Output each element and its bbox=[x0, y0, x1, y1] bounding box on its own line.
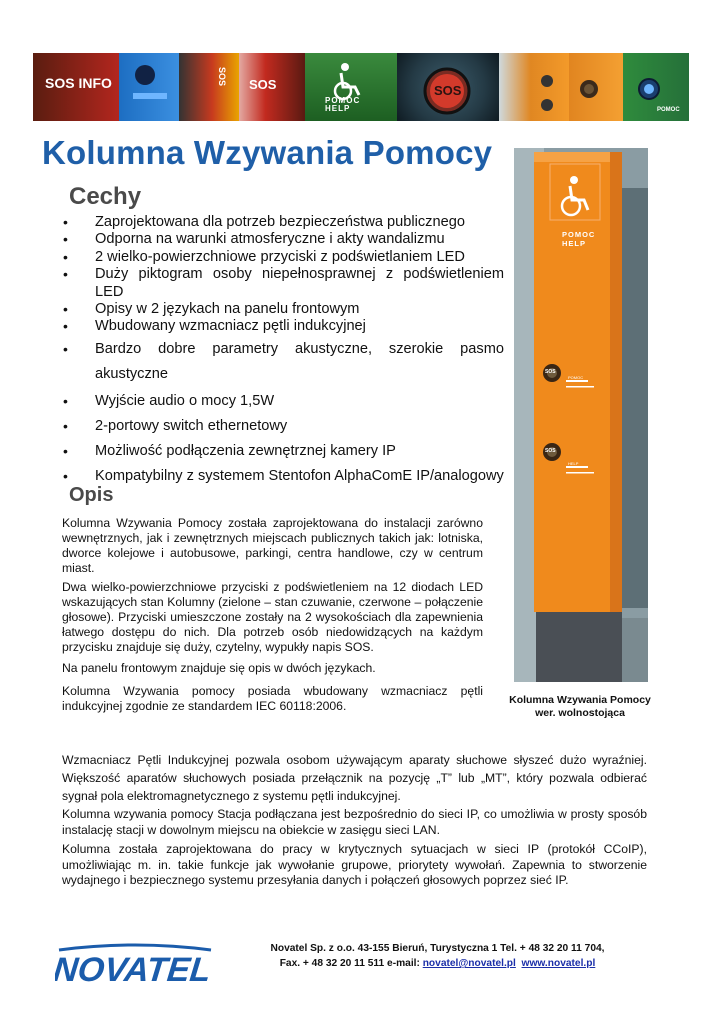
feature-item: • Kompatybilny z systemem Stentofon AlphaComE IP/analogowy bbox=[62, 464, 504, 489]
banner-tile-orange-panel bbox=[569, 53, 623, 121]
caption-line-1: Kolumna Wzywania Pomocy bbox=[509, 694, 651, 706]
banner-tile-green-panel: POMOC bbox=[623, 53, 689, 121]
feature-item: • Wyjście audio o mocy 1,5W bbox=[62, 389, 504, 414]
website-link[interactable]: www.novatel.pl bbox=[521, 958, 596, 969]
opis-paragraph: Na panelu frontowym znajduje się opis w dwóch językach. bbox=[62, 661, 376, 675]
help-column-illustration bbox=[514, 148, 648, 682]
feature-item: • Wbudowany wzmacniacz pętli indukcyjnej bbox=[62, 318, 504, 335]
company-address bbox=[245, 941, 630, 971]
email-link[interactable]: novatel@novatel.pl bbox=[422, 958, 516, 969]
sos-label-lower: SOS bbox=[545, 448, 556, 454]
logo-wordmark: NOVATEL bbox=[55, 951, 213, 987]
panel-label-help: POMOC HELP bbox=[562, 230, 596, 248]
feature-item: • 2-portowy switch ethernetowy bbox=[62, 414, 504, 439]
section-heading-cechy: Cechy bbox=[69, 183, 142, 210]
page-title: Kolumna Wzywania Pomocy bbox=[42, 134, 493, 171]
banner-tile-sos-red: SOS bbox=[239, 53, 305, 121]
feature-item: • Możliwość podłączenia zewnętrznej kamery IP bbox=[62, 439, 504, 464]
feature-item: • Duży piktogram osoby niepełnosprawnej z podświetleniem LED bbox=[62, 266, 504, 301]
product-photo bbox=[514, 148, 648, 682]
banner-tile-blue-panel bbox=[119, 53, 179, 121]
section-heading-opis: Opis bbox=[69, 484, 114, 506]
photo-caption bbox=[500, 694, 660, 720]
feature-item: • Bardzo dobre parametry akustyczne, szerokie pasmo akustyczne bbox=[62, 337, 504, 387]
feature-item: • Opisy w 2 językach na panelu frontowym bbox=[62, 301, 504, 318]
sos-label-upper: SOS bbox=[545, 369, 556, 375]
features-list bbox=[62, 214, 504, 489]
body-paragraph: Kolumna wzywania pomocy Stacja podłączana jest bezpośrednio do sieci IP, co umożliwia w prosty sposób instalację stacji w dowolnym miejscu na obiekcie w zasięgu sieci LAN. bbox=[62, 807, 647, 837]
feature-item: • 2 wielko-powierzchniowe przyciski z podświetlaniem LED bbox=[62, 249, 504, 266]
feature-item: • Odporna na warunki atmosferyczne i akty wandalizmu bbox=[62, 231, 504, 248]
novatel-logo-graphic bbox=[55, 942, 215, 987]
novatel-logo bbox=[55, 942, 215, 987]
banner-tile-orange-column bbox=[499, 53, 569, 121]
banner-tile-red-column: SOS bbox=[179, 53, 239, 121]
banner-tile-sos-info: SOS INFO bbox=[33, 53, 119, 121]
address-line-1: Novatel Sp. z o.o. 43-155 Bieruń, Turystyczna 1 Tel. + 48 32 20 11 704, bbox=[270, 943, 605, 954]
opis-paragraph: Kolumna Wzywania Pomocy została zaprojektowana do instalacji zarówno wewnętrznych, jak i zewnętrznych miejscach publicznych takich jak: lotniska, dworce kolejowe i autobusowe, parkingi, centra handlowe, czy w centrum miast. bbox=[62, 516, 483, 575]
body-paragraph: Kolumna została zaprojektowana do pracy w krytycznych sytuacjach w sieci IP (protokół CCoIP), umożliwiając m. in. takie funkcje jak wywołanie grupowe, priorytety wywołań. Zapewnia to stworzenie wydajnego i bezpiecznego systemu przesyłania danych i połączeń głosowych poprzez sieć IP. bbox=[62, 842, 647, 887]
banner-tile-sos-button: SOS bbox=[397, 53, 499, 121]
body-paragraph: Wzmacniacz Pętli Indukcyjnej pozwala osobom używającym aparaty słuchowe słyszeć dużo wyraźniej. Większość aparatów słuchowych posiada przełącznik na pozycję „T” lub „MT”, który pozwala odbierać sygnał pola elektromagnetycznego z systemu pętli indukcyjnej. bbox=[62, 753, 647, 803]
header-banner bbox=[33, 53, 689, 121]
panel-small-pomoc: POMOC bbox=[568, 375, 584, 380]
opis-paragraph: Kolumna Wzywania pomocy posiada wbudowany wzmacniacz pętli indukcyjnej zgodnie ze standardem IEC 60118:2006. bbox=[62, 684, 483, 713]
feature-item: • Zaprojektowana dla potrzeb bezpieczeństwa publicznego bbox=[62, 214, 504, 231]
banner-tile-green-help: POMOC HELP bbox=[305, 53, 397, 121]
panel-small-help: HELP bbox=[568, 461, 579, 466]
address-line-2-prefix: Fax. + 48 32 20 11 511 e-mail: bbox=[279, 958, 423, 969]
caption-line-2: wer. wolnostojąca bbox=[535, 707, 625, 719]
opis-paragraph: Dwa wielko-powierzchniowe przyciski z podświetleniem na 12 diodach LED wskazujących stan Kolumny (zielone – stan czuwanie, czerwone – połączenie głosowe). Przyciski umieszczone zostały na 2 wysokościach dla zapewnienia łatwego dostępu do nich. Dla potrzeb osób niedowidzących na każdym przycisku znajduje się duży, czytelny, wypukły napis SOS. bbox=[62, 580, 483, 654]
